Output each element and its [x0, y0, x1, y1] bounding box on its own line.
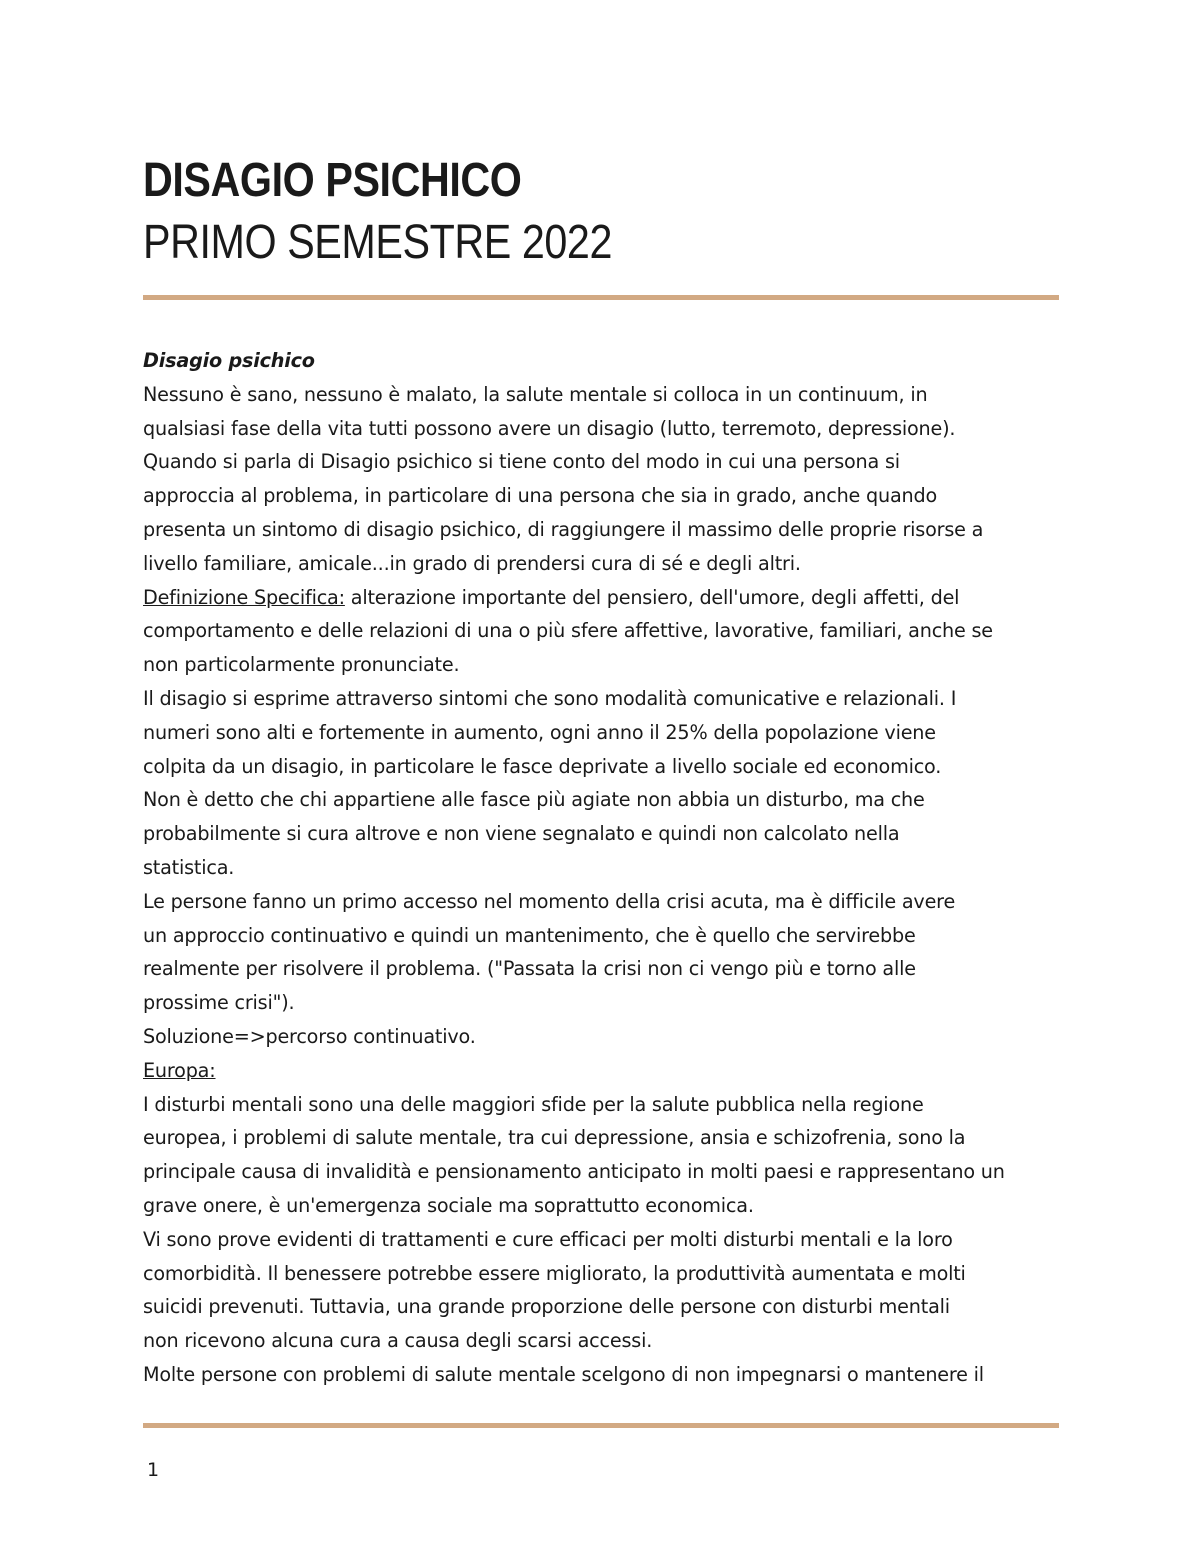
- document-subtitle: PRIMO SEMESTRE 2022: [143, 216, 612, 269]
- paragraph-line: realmente per risolvere il problema. ("Passata la crisi non ci vengo più e torno alle: [143, 957, 916, 981]
- header-divider: [143, 295, 1059, 300]
- paragraph-line: Quando si parla di Disagio psichico si tiene conto del modo in cui una persona si: [143, 450, 900, 474]
- paragraph-line: prossime crisi").: [143, 991, 295, 1015]
- paragraph-line: principale causa di invalidità e pensionamento anticipato in molti paesi e rappresentano un: [143, 1160, 1005, 1184]
- paragraph-line: Soluzione=>percorso continuativo.: [143, 1024, 476, 1048]
- paragraph-line: suicidi prevenuti. Tuttavia, una grande proporzione delle persone con disturbi mentali: [143, 1295, 950, 1319]
- paragraph-line: comportamento e delle relazioni di una o più sfere affettive, lavorative, familiari, anche se: [143, 619, 993, 643]
- document-title: DISAGIO PSICHICO: [143, 154, 522, 207]
- intro-paragraph: [143, 378, 1073, 581]
- document-title-block: [143, 150, 1059, 274]
- document-body: [143, 344, 1073, 1392]
- paragraph-line: livello familiare, amicale...in grado di prendersi cura di sé e degli altri.: [143, 551, 801, 575]
- paragraph-line: presenta un sintomo di disagio psichico, di raggiungere il massimo delle proprie risorse a: [143, 517, 984, 541]
- paragraph-line: Le persone fanno un primo accesso nel momento della crisi acuta, ma è difficile avere: [143, 889, 956, 913]
- paragraph-line: I disturbi mentali sono una delle maggiori sfide per la salute pubblica nella regione: [143, 1092, 924, 1116]
- paragraph-line: approccia al problema, in particolare di una persona che sia in grado, anche quando: [143, 484, 938, 508]
- footer-divider: [143, 1423, 1059, 1428]
- paragraph-line: Nessuno è sano, nessuno è malato, la salute mentale si colloca in un continuum, in: [143, 382, 928, 406]
- paragraph-line: comorbidità. Il benessere potrebbe essere migliorato, la produttività aumentata e molti: [143, 1261, 966, 1285]
- paragraph-line: grave onere, è un'emergenza sociale ma soprattutto economica.: [143, 1193, 754, 1217]
- paragraph-line: europea, i problemi di salute mentale, tra cui depressione, ansia e schizofrenia, sono la: [143, 1126, 966, 1150]
- paragraph-line: colpita da un disagio, in particolare le fasce deprivate a livello sociale ed economico.: [143, 754, 942, 778]
- paragraph-line: non particolarmente pronunciate.: [143, 653, 460, 677]
- paragraph-line: Molte persone con problemi di salute mentale scelgono di non impegnarsi o mantenere il: [143, 1362, 984, 1386]
- paragraph-line: Il disagio si esprime attraverso sintomi che sono modalità comunicative e relazionali. I: [143, 686, 957, 710]
- paragraph-line: statistica.: [143, 855, 235, 879]
- europe-paragraph: [143, 1054, 1073, 1392]
- definition-text: alterazione importante del pensiero, dell'umore, degli affetti, del: [344, 585, 960, 609]
- definition-first-line: [143, 581, 1073, 615]
- definition-label: Definizione Specifica:: [143, 585, 345, 609]
- page-number: 1: [147, 1459, 160, 1481]
- definition-paragraph: [143, 581, 1073, 1054]
- europe-heading-line: [143, 1054, 1073, 1088]
- paragraph-line: Vi sono prove evidenti di trattamenti e cure efficaci per molti disturbi mentali e la loro: [143, 1227, 953, 1251]
- paragraph-line: numeri sono alti e fortemente in aumento, ogni anno il 25% della popolazione viene: [143, 720, 936, 744]
- europe-label: Europa:: [143, 1058, 216, 1082]
- paragraph-line: Non è detto che chi appartiene alle fasce più agiate non abbia un disturbo, ma che: [143, 788, 925, 812]
- paragraph-line: un approccio continuativo e quindi un mantenimento, che è quello che servirebbe: [143, 923, 916, 947]
- section-heading: Disagio psichico: [143, 349, 315, 372]
- paragraph-line: probabilmente si cura altrove e non viene segnalato e quindi non calcolato nella: [143, 822, 900, 846]
- paragraph-line: non ricevono alcuna cura a causa degli scarsi accessi.: [143, 1329, 653, 1353]
- paragraph-line: qualsiasi fase della vita tutti possono avere un disagio (lutto, terremoto, depressione).: [143, 416, 956, 440]
